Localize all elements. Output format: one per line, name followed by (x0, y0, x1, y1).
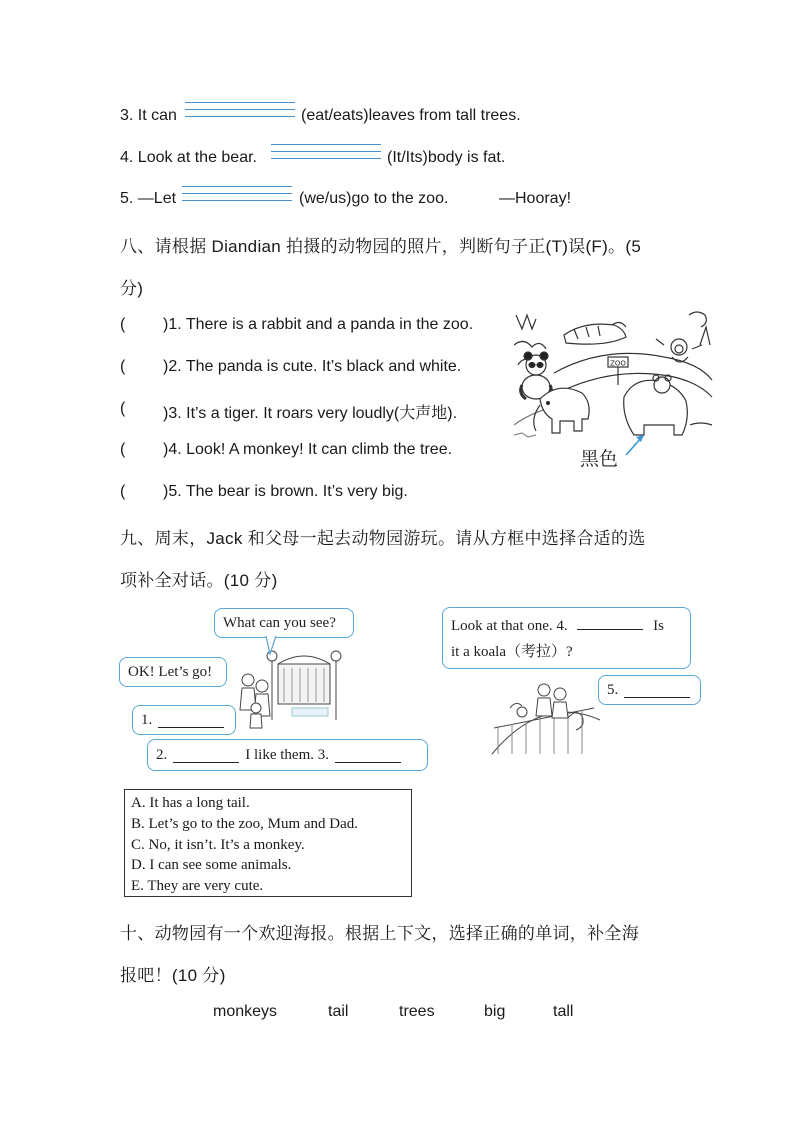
bubble-text: Is (653, 618, 664, 634)
dialogue-blank-4[interactable] (577, 615, 643, 630)
sentence-5-end: (we/us)go to the zoo. (299, 190, 449, 207)
sentence-4-start: 4. Look at the bear. (120, 149, 257, 166)
dialogue-blank-1[interactable] (158, 713, 224, 728)
section-10-heading: 十、动物园有一个欢迎海报。根据上下文，选择正确的单词，补全海 (120, 924, 639, 943)
section-8-heading: 八、请根据 Diandian 拍摄的动物园的照片，判断句子正(T)误(F)。(5 (120, 237, 642, 256)
dialogue-blank-3[interactable] (335, 748, 401, 763)
dialogue-blank-2[interactable] (173, 748, 239, 763)
speech-bubble-blank-2-3 (147, 739, 428, 771)
option-e: E. They are very cute. (131, 878, 264, 895)
section-9-heading: 九、周末，Jack 和父母一起去动物园游玩。请从方框中选择合适的选 (120, 529, 646, 548)
sentence-5-start: 5. —Let (120, 190, 177, 207)
options-box (124, 789, 412, 897)
speech-bubble-ok-lets-go (119, 657, 227, 687)
zoo-photo-illustration (514, 305, 714, 475)
sentence-3-start: 3. It can (120, 107, 177, 124)
option-b: B. Let’s go to the zoo, Mum and Dad. (131, 815, 359, 832)
judge-sentence-2: )2. The panda is cute. It’s black and white. (163, 358, 462, 375)
word-bank-item: tall (553, 1003, 574, 1020)
answer-paren-4[interactable]: ( (120, 441, 126, 458)
word-bank-item: monkeys (213, 1003, 278, 1020)
sentence-4-end: (It/Its)body is fat. (387, 149, 506, 166)
speech-bubble-blank-1 (132, 705, 236, 735)
answer-paren-1[interactable]: ( (120, 316, 126, 333)
picture-caption: 黑色 (580, 448, 619, 470)
word-bank-item: tail (328, 1003, 349, 1020)
sentence-3-end: (eat/eats)leaves from tall trees. (301, 107, 521, 124)
judge-sentence-3: )3. It’s a tiger. It roars very loudly(大声地). (163, 405, 458, 422)
speech-bubble-blank-5 (598, 675, 701, 705)
dialogue-blank-5[interactable] (624, 683, 690, 698)
answer-blank-4[interactable] (271, 144, 381, 170)
bubble-text: OK! Let’s go! (128, 663, 213, 680)
judge-sentence-4: )4. Look! A monkey! It can climb the tree. (163, 441, 453, 458)
sentence-5-reply: —Hooray! (499, 190, 572, 207)
bubble-text: I like them. 3. (245, 746, 329, 763)
option-d: D. I can see some animals. (131, 857, 292, 874)
word-bank-item: big (484, 1003, 506, 1020)
bubble-label: 5. (607, 681, 619, 698)
bubble-tail-icon (262, 634, 282, 656)
bubble-text: What can you see? (223, 614, 336, 631)
bubble-text: Look at that one. 4. (451, 618, 568, 634)
bubble-label: 2. (156, 746, 168, 763)
speech-bubble-look-at-that-one (442, 607, 691, 669)
section-9-heading-cont: 项补全对话。(10 分) (120, 571, 278, 590)
answer-paren-2[interactable]: ( (120, 358, 126, 375)
word-bank-item: trees (399, 1003, 435, 1020)
family-at-zoo-gate-illustration (232, 638, 342, 738)
answer-blank-5[interactable] (182, 186, 292, 212)
speech-bubble-what-can-you-see (214, 608, 354, 638)
answer-paren-3[interactable]: ( (120, 400, 126, 417)
section-10-heading-cont: 报吧！(10 分) (120, 966, 226, 985)
bubble-text-line2: it a koala（考拉）? (451, 644, 573, 660)
bubble-label: 1. (141, 711, 153, 728)
judge-sentence-1: )1. There is a rabbit and a panda in the zoo. (163, 316, 474, 333)
answer-paren-5[interactable]: ( (120, 483, 126, 500)
option-a: A. It has a long tail. (131, 795, 250, 811)
section-8-heading-cont: 分) (120, 279, 144, 298)
zoo-sign-text: ZOO (610, 359, 626, 368)
option-c: C. No, it isn’t. It’s a monkey. (131, 836, 305, 853)
family-at-bridge-illustration (490, 668, 602, 760)
judge-sentence-5: )5. The bear is brown. It’s very big. (163, 483, 408, 500)
answer-blank-3[interactable] (185, 102, 295, 128)
